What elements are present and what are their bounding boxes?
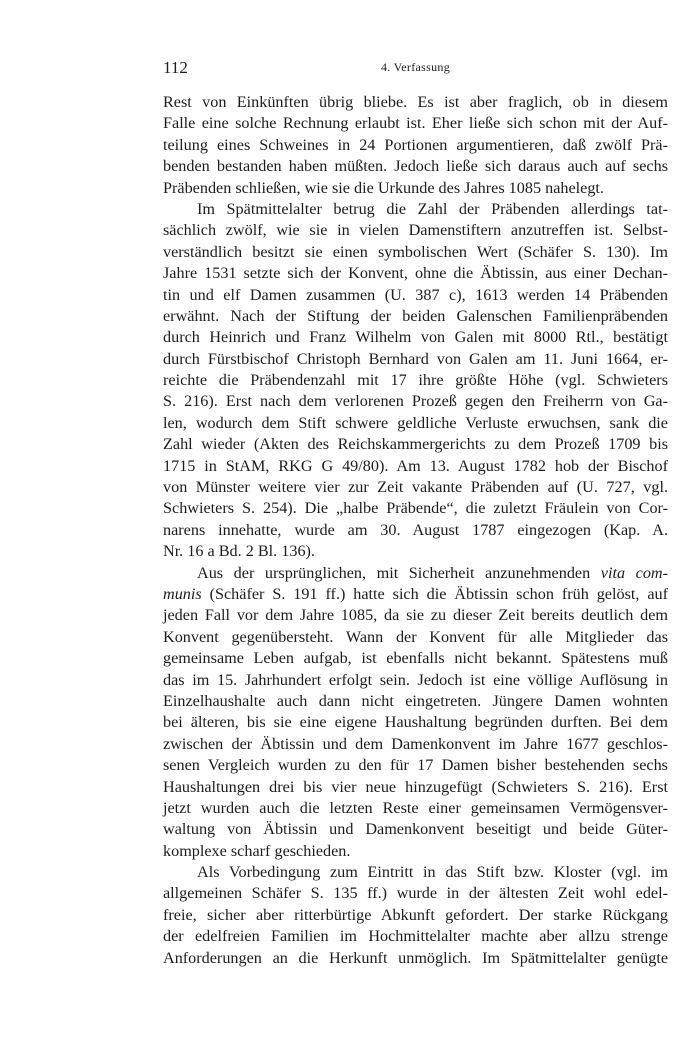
text-line: teilung eines Schweines in 24 Portionen argumentieren, daß zwölf Prä-	[163, 135, 668, 154]
text-line: Anforderungen an die Herkunft unmöglich. Im Spätmittelalter genügte	[163, 948, 668, 967]
page-header	[163, 58, 668, 80]
page-number: 112	[163, 58, 188, 77]
text-line: das im 15. Jahrhundert erfolgt sein. Jedoch ist eine völlige Auflösung in	[163, 670, 668, 689]
text-line: Präbenden schließen, wie sie die Urkunde des Jahres 1085 nahelegt.	[163, 178, 604, 197]
text-line: Als Vorbedingung zum Eintritt in das Stift bzw. Kloster (vgl. im	[197, 863, 668, 882]
running-title: 4. Verfassung	[380, 60, 450, 74]
text-line: durch Heinrich und Franz Wilhelm von Galen mit 8000 Rtl., bestätigt	[163, 328, 668, 347]
text-line: tin und elf Damen zusammen (U. 387 c), 1613 werden 14 Präbenden	[163, 285, 668, 304]
text-line: sächlich zwölf, wie sie in vielen Damenstiftern anzutreffen ist. Selbst-	[163, 221, 668, 240]
text-line: 1715 in StAM, RKG G 49/80). Am 13. August 1782 hob der Bischof	[163, 456, 668, 475]
text-line: reichte die Präbendenzahl mit 17 ihre größte Höhe (vgl. Schwieters	[163, 371, 668, 390]
text-line: len, wodurch dem Stift schwere geldliche Verluste erwuchsen, sank die	[163, 413, 668, 432]
text-line: von Münster weitere vier zur Zeit vakante Präbenden auf (U. 727, vgl.	[163, 478, 668, 497]
text-line: gemeinsame Leben aufgab, ist ebenfalls nicht bekannt. Spätestens muß	[163, 649, 668, 668]
text-line: Konvent gegenübersteht. Wann der Konvent für alle Mitglieder das	[163, 627, 668, 646]
text-line: waltung von Äbtissin und Damenkonvent beseitigt und beide Güter-	[163, 820, 668, 839]
text-line: senen Vergleich wurden zu den für 17 Damen bisher bestehenden sechs	[163, 756, 668, 775]
text-line: jetzt wurden auch die letzten Reste einer gemeinsamen Vermögensver-	[163, 798, 668, 817]
text-line: erwähnt. Nach der Stiftung der beiden Galenschen Familienpräbenden	[163, 306, 668, 325]
text-line: munis (Schäfer S. 191 ff.) hatte sich die Äbtissin schon früh gelöst, auf	[163, 584, 668, 603]
text-line: allgemeinen Schäfer S. 135 ff.) wurde in der ältesten Zeit wohl edel-	[163, 884, 668, 903]
text-line: Schwieters S. 254). Die „halbe Präbende“, die zuletzt Fräulein von Cor-	[163, 499, 668, 518]
text-line: Aus der ursprünglichen, mit Sicherheit anzunehmenden vita com-	[197, 563, 668, 582]
text-line: freie, sicher aber ritterbürtige Abkunft gefordert. Der starke Rückgang	[163, 905, 668, 924]
text-line: Im Spätmittelalter betrug die Zahl der Präbenden allerdings tat-	[197, 199, 668, 218]
text-line: zwischen der Äbtissin und dem Damenkonvent im Jahre 1677 geschlos-	[163, 734, 668, 753]
text-line: bei älteren, bis sie eine eigene Haushaltung begründen durften. Bei dem	[163, 713, 668, 732]
text-line: Haushaltungen drei bis vier neue hinzugefügt (Schwieters S. 216). Erst	[163, 777, 668, 796]
text-line: Einzelhaushalte auch dann nicht eingetreten. Jüngere Damen wohnten	[163, 691, 668, 710]
text-line: jeden Fall vor dem Jahre 1085, da sie zu dieser Zeit bereits deutlich dem	[163, 606, 668, 625]
text-line: verständlich besitzt sie einen symbolischen Wert (Schäfer S. 130). Im	[163, 242, 668, 261]
text-line: benden bestanden haben müßten. Jedoch ließe sich daraus auch auf sechs	[163, 157, 668, 176]
text-line: narens innehatte, wurde am 30. August 1787 eingezogen (Kap. A.	[163, 520, 668, 539]
text-line: Nr. 16 a Bd. 2 Bl. 136).	[163, 542, 315, 561]
text-line: Rest von Einkünften übrig bliebe. Es ist aber fraglich, ob in diesem	[163, 93, 668, 111]
text-line: Jahre 1531 setzte sich der Konvent, ohne die Äbtissin, aus einer Dechan-	[163, 264, 668, 283]
text-line: S. 216). Erst nach dem verlorenen Prozeß gegen den Freiherrn von Ga-	[163, 392, 668, 411]
text-line: der edelfreien Familien im Hochmittelalter machte aber allzu strenge	[163, 927, 668, 946]
text-line: komplexe scharf geschieden.	[163, 841, 351, 860]
text-line: Zahl wieder (Akten des Reichskammergerichts zu dem Prozeß 1709 bis	[163, 435, 668, 454]
text-line: durch Fürstbischof Christoph Bernhard von Galen am 11. Juni 1664, er-	[163, 349, 668, 368]
text-line: Falle eine solche Rechnung erlaubt ist. Eher ließe sich schon mit der Auf-	[163, 114, 668, 133]
body-text	[163, 92, 668, 969]
